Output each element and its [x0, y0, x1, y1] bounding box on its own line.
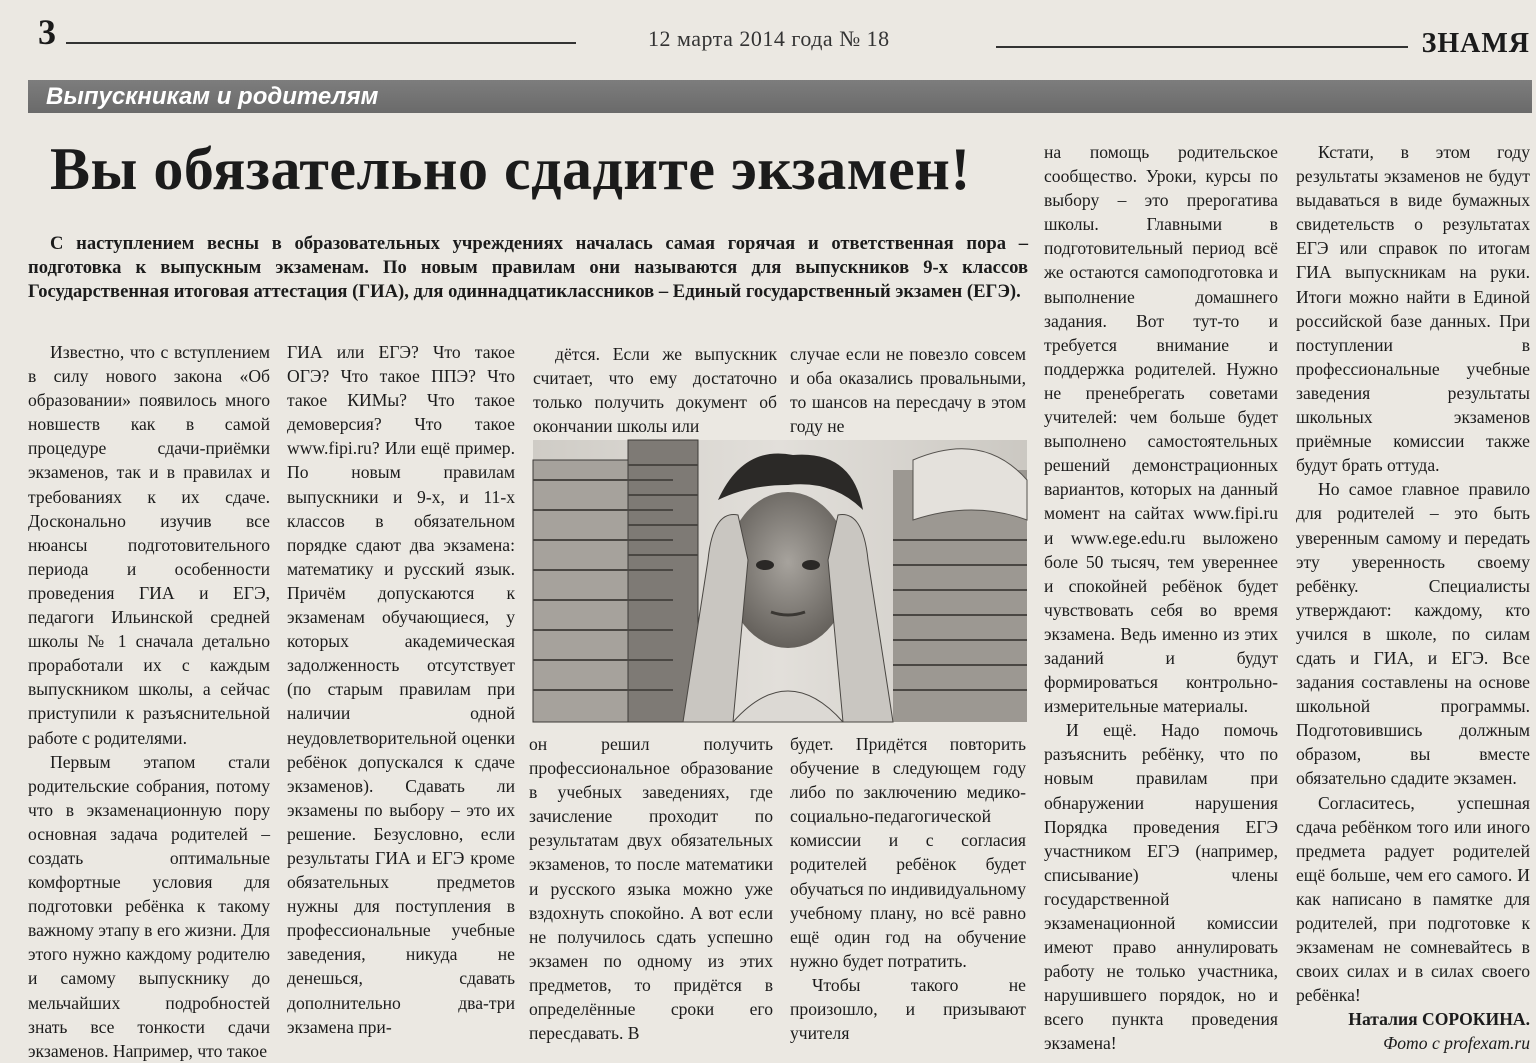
article-column-2: [287, 340, 515, 1040]
author-signature: Наталия СОРОКИНА.: [1348, 1009, 1530, 1030]
article-lede: С наступлением весны в образовательных учреждениях началась самая горячая и ответственная пора – подготовка к выпускным экзаменам. По новым правилам они называются для выпускников 9-х классов Государственная итоговая аттестация (ГИА), для одиннадцатиклассников – Единый государственный экзамен (ЕГЭ).: [28, 233, 1028, 303]
article-column-3-top: [533, 342, 777, 438]
article-column-3-bottom: [529, 732, 773, 1042]
paragraph: Кстати, в этом году результаты экзаменов не будут выдаваться в виде бумажных свидетельств о результатах ЕГЭ или справок по итогам ГИА выпускникам на руки. Итоги можно найти в Единой российской базе данных. При поступлении в профессиональные учебные заведения результаты школьных экзаменов приёмные комиссии также будут брать оттуда.: [1296, 142, 1530, 476]
paragraph: на помощь родительское сообщество. Уроки, курсы по выбору – это прерогатива школы. Главными в подготовительный период всё же остаются самоподготовка и выполнение домашнего задания. Вот тут-то и требуется внимание и поддержка родителей. Нужно не пренебрегать советами учителей: чем больше будет выполнено самостоятельных решений демонстрационных вариантов, которых на данный момент на сайтах www.fipi.ru и www.ege.edu.ru выложено боле 50 тысяч, тем увереннее и спокойней ребёнок будет чувствовать себя во время экзамена. Ведь именно из этих заданий и будут формироваться контрольно-измерительные материалы.: [1044, 142, 1278, 717]
article-headline: Вы обязательно сдадите экзамен!: [50, 136, 971, 202]
header-rule-right: [996, 46, 1408, 48]
paragraph: Согласитесь, успешная сдача ребёнком того или иного предмета радует родителей ещё больше, чем его самого. И как написано в памятке для родителей, при подготовке к экзаменам не сомневайтесь в своих силах и в силах своего ребёнка!: [1296, 792, 1530, 1006]
paragraph: ГИА или ЕГЭ? Что такое ОГЭ? Что такое ППЭ? Что такое КИМы? Что такое демоверсия? Что такое www.fipi.ru? Или ещё пример. По новым правилам выпускники и 9-х, и 11-х классов в обязательном порядке сдают два экзамена: математику и русский язык. Причём допускаются к экзаменам обучающиеся, у которых академическая задолженность отсутствует (по старым правилам при наличии одной неудовлетворительной оценки ребёнок допускался к сдаче экзаменов). Сдавать ли экзамены по выбору – это их решение. Безусловно, если результаты ГИА и ЕГЭ кроме обязательных предметов нужны для поступления в профессиональные учебные заведения, никуда не денешься, сдавать дополнительно два-три экзамена при-: [287, 342, 515, 1037]
page-number: 3: [38, 12, 56, 52]
issue-date: 12 марта 2014 года № 18: [648, 26, 890, 51]
article-column-4-top: [790, 342, 1026, 438]
paragraph: Чтобы такого не произошло, и призывают учителя: [790, 974, 1026, 1044]
student-with-books-photo: [533, 440, 1027, 722]
header-rule-left: [66, 42, 576, 44]
article-column-6: [1296, 140, 1530, 1054]
paragraph: Первым этапом стали родительские собрания, потому что в экзаменационную пору основная задача родителей – создать оптимальные комфортные условия для подготовки ребёнка к такому важному этапу в его жизни. Для этого нужно каждому родителю и самому выпускнику до мельчайших подробностей знать все тонкости сдачи экзаменов. Например, что такое: [28, 751, 270, 1061]
paragraph: Известно, что с вступлением в силу нового закона «Об образовании» появилось много новшеств как в самой процедуре сдачи-приёмки экзаменов, так и в правилах и требованиях к их сдаче. Досконально изучив все нюансы подготовительного периода и особенности проведения ГИА и ЕГЭ, педагоги Ильинской средней школы № 1 сначала детально проработали их с каждым выпускником школы, а сейчас приступили к разъяснительной работе с родителями.: [28, 342, 270, 748]
paragraph: Но самое главное правило для родителей – это быть уверенным самому и передать эту уверенность своему ребёнку. Специалисты утверждают: каждому, кто учился в школе, по силам сдать и ГИА, и ЕГЭ. Все задания составлены на основе школьной программы. Подготовившись должным образом, вы вместе обязательно сдадите экзамен.: [1296, 479, 1530, 789]
paragraph: дётся. Если же выпускник считает, что ему достаточно только получить документ об окончании школы или: [533, 344, 777, 437]
article-photo: [533, 440, 1027, 722]
paragraph: случае если не повезло совсем и оба оказались провальными, то шансов на пересдачу в этом году не: [790, 344, 1026, 437]
article-column-5: [1044, 140, 1278, 1054]
article-column-1: [28, 340, 270, 1061]
paragraph: И ещё. Надо помочь разъяснить ребёнку, что по новым правилам при обнаружении нарушения Порядка проведения ЕГЭ участником ЕГЭ (например, списывание) члены государственной экзаменационной комиссии имеют право аннулировать работу не только участника, нарушившего порядок, но и всего пункта проведения экзамена!: [1044, 720, 1278, 1054]
section-rubric: Выпускникам и родителям: [28, 80, 1532, 113]
newspaper-masthead: ЗНАМЯ: [1421, 28, 1530, 59]
article-column-4-bottom: [790, 732, 1026, 1042]
paragraph: он решил получить профессиональное образование в учебных заведениях, где зачисление проходит по результатам двух обязательных экзаменов, то после математики и русского языка можно уже вздохнуть спокойно. А вот если не получилось сдать успешно экзамен по одному из этих предметов, то придётся в определённые сроки его пересдавать. В: [529, 734, 773, 1044]
photo-credit: Фото с profexam.ru: [1383, 1033, 1530, 1054]
paragraph: будет. Придётся повторить обучение в следующем году либо по заключению медико-социально-педагогической комиссии и с согласия родителей ребёнок будет обучаться по индивидуальному учебному плану, но всё равно ещё один год на обучение нужно будет потратить.: [790, 734, 1026, 971]
